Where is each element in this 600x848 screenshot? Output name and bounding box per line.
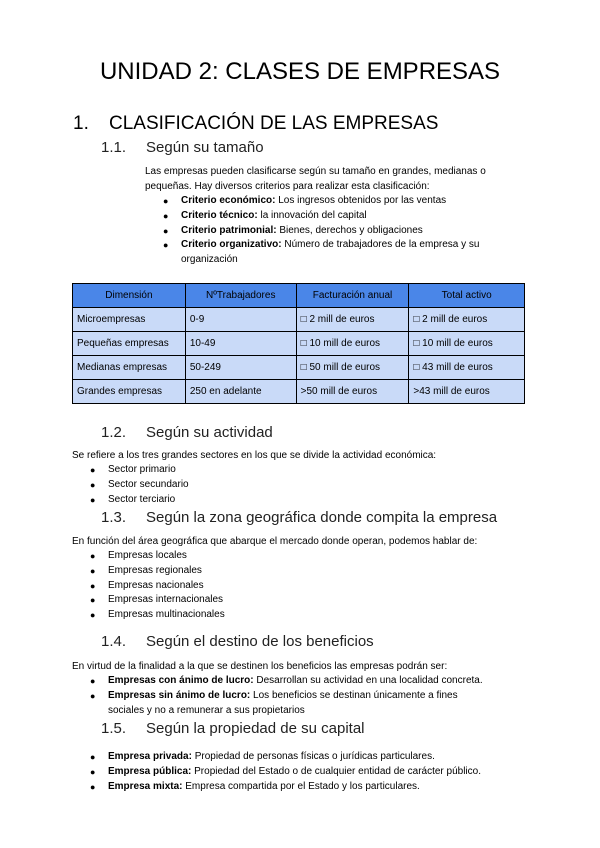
list-item: ● Empresa privada: Propiedad de personas físicas o jurídicas particulares.: [108, 750, 481, 765]
subsection-heading-geography: [101, 509, 497, 526]
table-row: [73, 356, 525, 380]
list-item: ● Empresas nacionales: [108, 579, 225, 594]
table-cell: Medianas empresas: [73, 356, 186, 380]
bullet-icon: ●: [163, 225, 169, 236]
subsection-title: Según la zona geográfica donde compita la empresa: [146, 509, 498, 526]
column-header: Dimensión: [73, 284, 186, 308]
size-classification-table: [72, 283, 525, 404]
bullet-icon: ●: [90, 781, 96, 792]
list-item: ● Sector terciario: [108, 493, 189, 508]
list-item: ● Sector secundario: [108, 478, 189, 493]
column-header: Facturación anual: [296, 284, 409, 308]
geography-list: [90, 549, 225, 623]
bullet-icon: ●: [90, 580, 96, 591]
list-item: ● Criterio económico: Los ingresos obtenidos por las ventas: [181, 194, 479, 209]
list-item: ● Empresas multinacionales: [108, 608, 225, 623]
subsection-heading-ownership: [101, 720, 365, 737]
sector-list: [90, 463, 189, 507]
bullet-icon: ●: [90, 690, 96, 701]
table-cell: □ 10 mill de euros: [409, 332, 525, 356]
subsection-title: Según su tamaño: [146, 139, 264, 156]
table-row: [73, 308, 525, 332]
bullet-icon: ●: [90, 610, 96, 621]
table-cell: □ 2 mill de euros: [409, 308, 525, 332]
table-cell: Microempresas: [73, 308, 186, 332]
bullet-icon: ●: [163, 210, 169, 221]
subsection-title: Según la propiedad de su capital: [146, 720, 365, 737]
list-item: ● Criterio técnico: la innovación del capital: [181, 209, 479, 224]
subsection-heading-size: [101, 139, 264, 156]
list-item-continuation: organización: [181, 254, 238, 266]
list-item: ● Empresa pública: Propiedad del Estado o de cualquier entidad de carácter público.: [108, 765, 481, 780]
table-cell: >43 mill de euros: [409, 380, 525, 404]
table-row: [73, 332, 525, 356]
table-cell: 250 en adelante: [185, 380, 296, 404]
paragraph-line: Las empresas pueden clasificarse según su tamaño en grandes, medianas o: [145, 166, 486, 177]
paragraph-line: pequeñas. Hay diversos criterios para realizar esta clasificación:: [145, 181, 430, 192]
table-cell: >50 mill de euros: [296, 380, 409, 404]
subsection-heading-activity: [101, 424, 273, 441]
paragraph-line: En virtud de la finalidad a la que se destinen los beneficios las empresas podrán ser:: [72, 661, 448, 672]
table-cell: 0-9: [185, 308, 296, 332]
paragraph-line: En función del área geográfica que abarque el mercado donde operan, podemos hablar de:: [72, 536, 478, 547]
table-cell: Pequeñas empresas: [73, 332, 186, 356]
list-item: ● Empresas locales: [108, 549, 225, 564]
table-cell: □ 10 mill de euros: [296, 332, 409, 356]
table-cell: Grandes empresas: [73, 380, 186, 404]
list-item: ● Empresas sin ánimo de lucro: Los beneficios se destinan únicamente a fines: [108, 689, 483, 704]
column-header: Total activo: [409, 284, 525, 308]
page-title: UNIDAD 2: CLASES DE EMPRESAS: [99, 58, 501, 85]
list-item: ● Empresas regionales: [108, 564, 225, 579]
profit-list: [90, 674, 483, 718]
table-cell: □ 43 mill de euros: [409, 356, 525, 380]
list-item: ● Empresas con ánimo de lucro: Desarrollan su actividad en una localidad concreta.: [108, 674, 483, 689]
subsection-number: 1.4.: [101, 633, 127, 650]
list-item: ● Sector primario: [108, 463, 189, 478]
bullet-icon: ●: [90, 465, 96, 475]
list-item: ● Criterio patrimonial: Bienes, derechos y obligaciones: [181, 224, 479, 239]
paragraph-line: Se refiere a los tres grandes sectores en los que se divide la actividad económica:: [72, 450, 437, 461]
table-row: [73, 380, 525, 404]
bullet-icon: ●: [90, 595, 96, 606]
bullet-icon: ●: [163, 240, 169, 251]
bullet-icon: ●: [90, 676, 96, 686]
criteria-list: [163, 194, 480, 268]
subsection-number: 1.3.: [101, 509, 127, 526]
ownership-list: [90, 750, 481, 794]
table-cell: 10-49: [185, 332, 296, 356]
subsection-number: 1.2.: [101, 424, 127, 441]
bullet-icon: ●: [90, 752, 96, 762]
subsection-title: Según su actividad: [146, 424, 273, 441]
table-cell: □ 2 mill de euros: [296, 308, 409, 332]
table-cell: 50-249: [185, 356, 296, 380]
column-header: NºTrabajadores: [185, 284, 296, 308]
bullet-icon: ●: [90, 766, 96, 777]
bullet-icon: ●: [90, 494, 96, 505]
bullet-icon: ●: [90, 479, 96, 490]
subsection-number: 1.1.: [101, 139, 127, 156]
subsection-title: Según el destino de los beneficios: [146, 633, 374, 650]
bullet-icon: ●: [163, 196, 169, 206]
list-item: ● Criterio organizativo: Número de trabajadores de la empresa y su: [181, 238, 479, 253]
list-item-continuation: sociales y no a remunerar a sus propietarios: [108, 704, 305, 716]
table-header-row: [73, 284, 525, 308]
section-title: CLASIFICACIÓN DE LAS EMPRESAS: [109, 113, 439, 134]
bullet-icon: ●: [90, 565, 96, 576]
section-number: 1.: [73, 113, 89, 134]
section-heading: [73, 113, 438, 135]
subsection-number: 1.5.: [101, 720, 127, 737]
list-item: ● Empresa mixta: Empresa compartida por el Estado y los particulares.: [108, 780, 481, 795]
list-item: ● Empresas internacionales: [108, 593, 225, 608]
table-cell: □ 50 mill de euros: [296, 356, 409, 380]
subsection-heading-profit: [101, 633, 374, 650]
bullet-icon: ●: [90, 551, 96, 561]
